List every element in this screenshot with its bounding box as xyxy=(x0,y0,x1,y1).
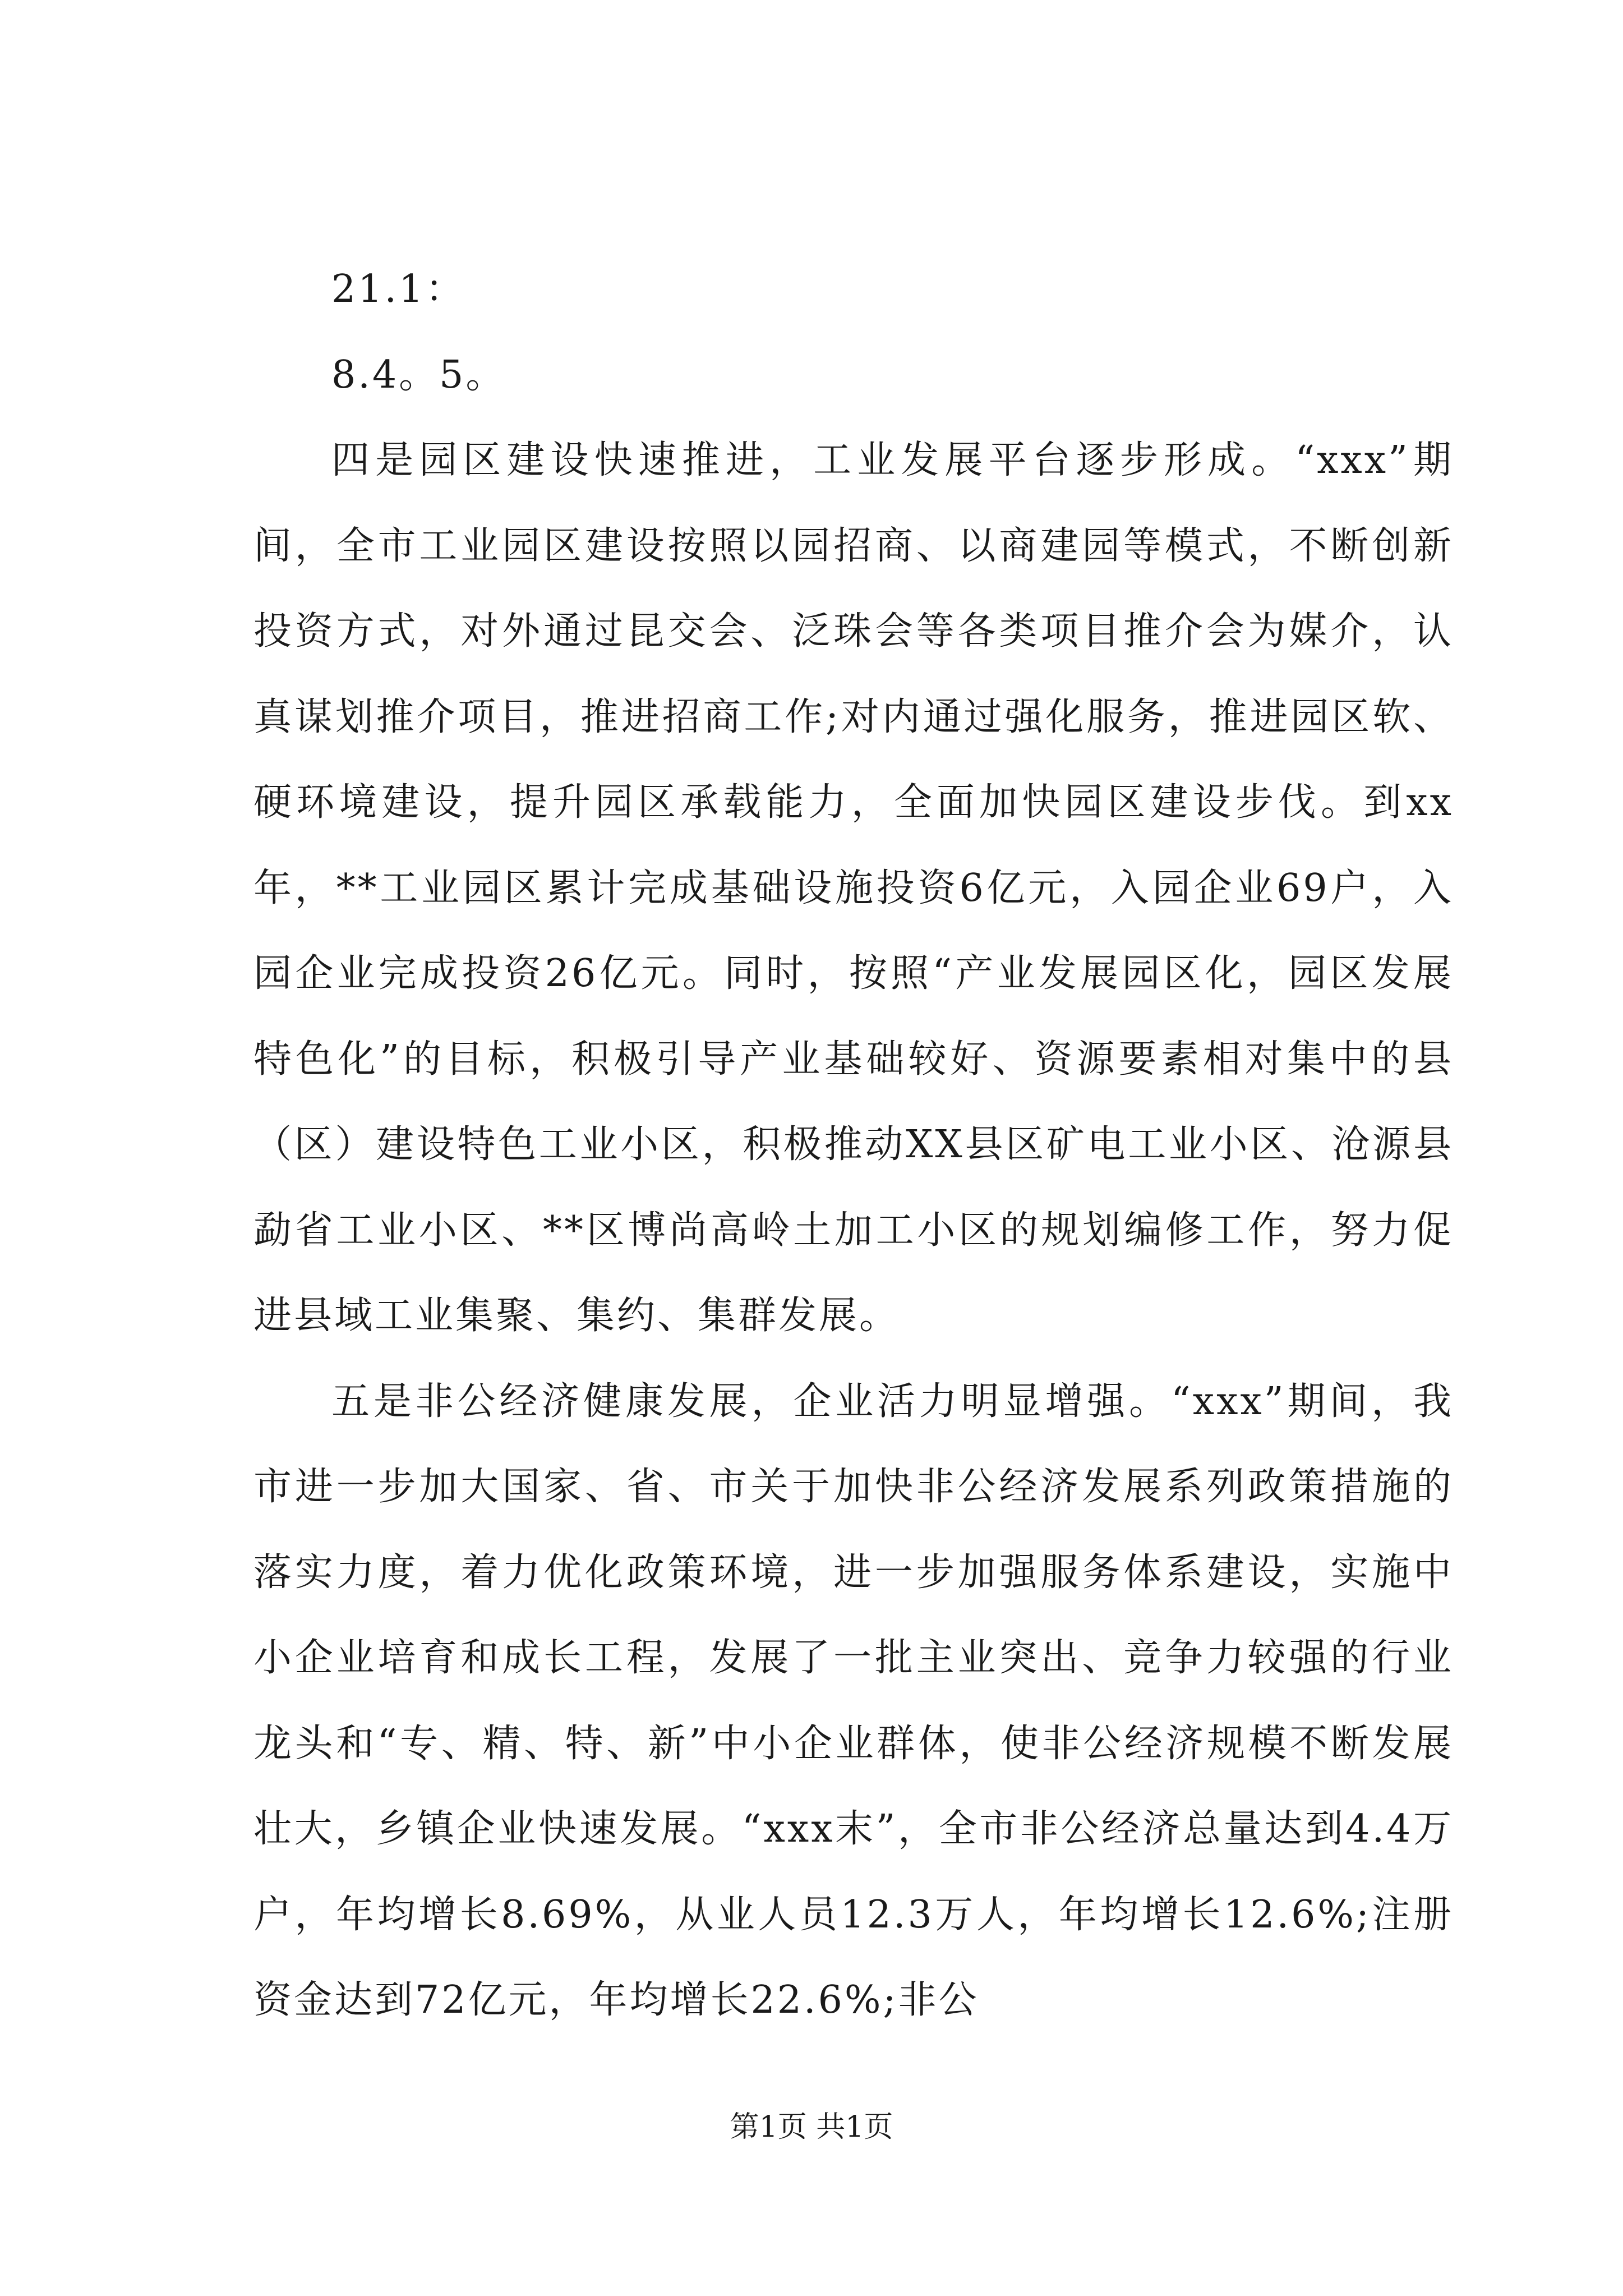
document-body xyxy=(253,247,1454,2044)
page-footer: 第1页 共1页 xyxy=(730,2110,893,2144)
paragraph: 四是园区建设快速推进，工业发展平台逐步形成。“xxx”期间，全市工业园区建设按照以园招商、以商建园等模式，不断创新投资方式，对外通过昆交会、泛珠会等各类项目推介会为媒介，认真谋划推介项目，推进招商工作;对内通过强化服务，推进园区软、硬环境建设，提升园区承载能力，全面加快园区建设步伐。到xx年，**工业园区累计完成基础设施投资6亿元，入园企业69户，入园企业完成投资26亿元。同时，按照“产业发展园区化，园区发展特色化”的目标，积极引导产业基础较好、资源要素相对集中的县（区）建设特色工业小区，积极推动XX县区矿电工业小区、沧源县勐省工业小区、**区博尚高岭土加工小区的规划编修工作，努力促进县域工业集聚、集约、集群发展。 xyxy=(253,438,1454,1338)
paragraph: 21.1： xyxy=(331,267,466,311)
paragraph: 五是非公经济健康发展，企业活力明显增强。“xxx”期间，我市进一步加大国家、省、市关于加快非公经济发展系列政策措施的落实力度，着力优化政策环境，进一步加强服务体系建设，实施中小企业培育和成长工程，发展了一批主业突出、竞争力较强的行业龙头和“专、精、特、新”中小企业群体，使非公经济规模不断发展壮大，乡镇企业快速发展。“xxx末”，全市非公经济总量达到4.4万户，年均增长8.69%，从业人员12.3万人，年均增长12.6%;注册资金达到72亿元，年均增长22.6%;非公 xyxy=(253,1379,1454,2022)
paragraph: 8.4。5。 xyxy=(331,352,506,397)
